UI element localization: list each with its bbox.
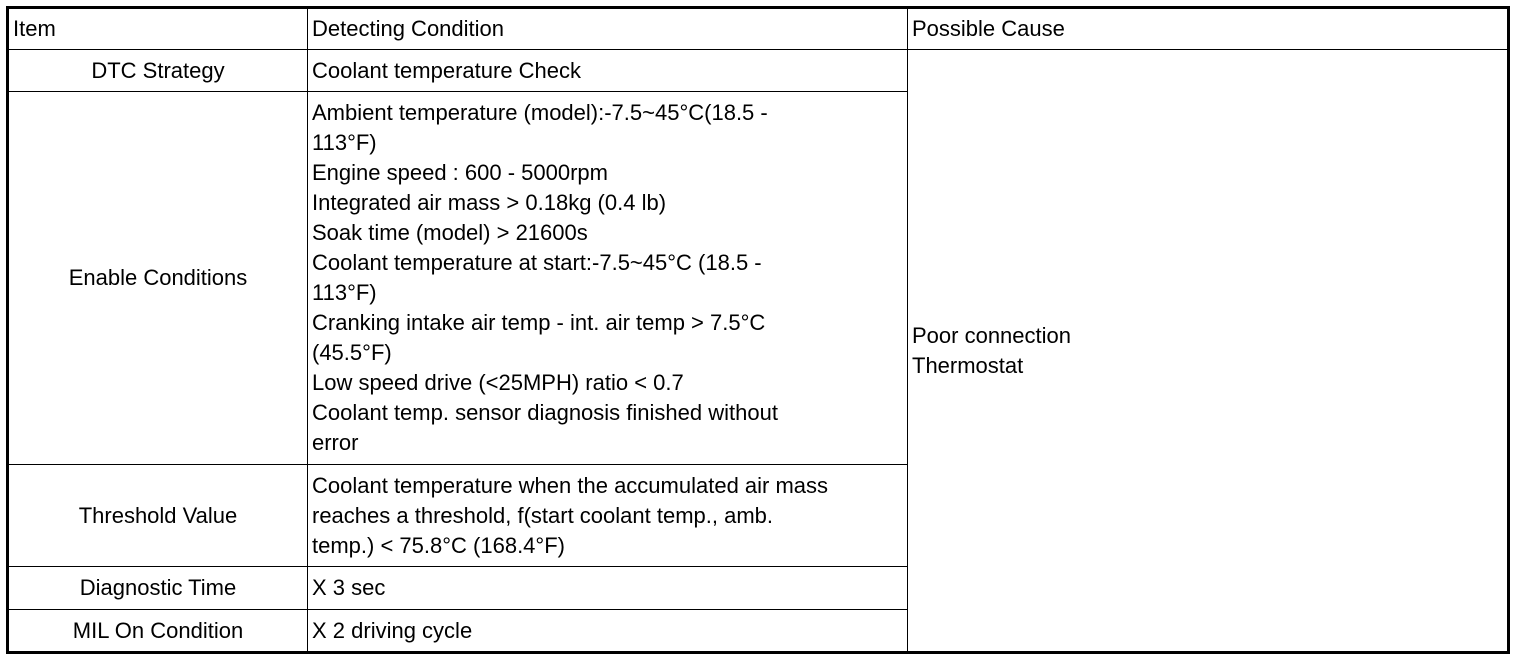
condition-line: 113°F)	[312, 130, 377, 155]
item-mil-on-condition: MIL On Condition	[8, 610, 308, 653]
condition-line: Coolant temperature Check	[312, 57, 582, 83]
condition-line: Low speed drive (<25MPH) ratio < 0.7	[312, 370, 684, 395]
condition-line: Coolant temperature when the accumulated air mass	[312, 472, 829, 498]
condition-line: Coolant temp. sensor diagnosis finished without	[312, 400, 778, 425]
item-enable-conditions: Enable Conditions	[8, 92, 308, 465]
condition-line: Ambient temperature (model):-7.5~45°C(18.5 -	[312, 100, 768, 125]
condition-line: X 3 sec	[312, 575, 386, 600]
condition-dtc-strategy	[308, 50, 908, 92]
possible-cause-cell	[908, 50, 1509, 653]
condition-line: 113°F)	[312, 280, 377, 305]
condition-line: Coolant temperature at start:-7.5~45°C (18.5 -	[312, 250, 762, 275]
table-body	[8, 50, 1509, 653]
table-row	[8, 50, 1509, 92]
header-row	[8, 8, 1509, 50]
item-threshold-value: Threshold Value	[8, 465, 308, 567]
possible-cause-line: Thermostat	[912, 352, 1024, 378]
header-item: Item	[8, 8, 308, 50]
condition-line: Cranking intake air temp - int. air temp > 7.5°C	[312, 310, 766, 335]
condition-threshold-value	[308, 465, 908, 567]
condition-line: X 2 driving cycle	[312, 617, 473, 643]
dtc-table	[6, 6, 1510, 654]
condition-mil-on-condition	[308, 610, 908, 653]
item-diagnostic-time: Diagnostic Time	[8, 567, 308, 610]
condition-line: error	[312, 430, 359, 455]
condition-line: Soak time (model) > 21600s	[312, 220, 588, 245]
condition-enable-conditions	[308, 92, 908, 465]
table-header	[8, 8, 1509, 50]
header-detecting-condition: Detecting Condition	[308, 8, 908, 50]
condition-line: temp.) < 75.8°C (168.4°F)	[312, 532, 565, 558]
item-dtc-strategy: DTC Strategy	[8, 50, 308, 92]
header-possible-cause: Possible Cause	[908, 8, 1509, 50]
condition-line: reaches a threshold, f(start coolant temp., amb.	[312, 502, 774, 528]
condition-line: Integrated air mass > 0.18kg (0.4 lb)	[312, 190, 667, 215]
condition-line: (45.5°F)	[312, 340, 392, 365]
condition-diagnostic-time	[308, 567, 908, 610]
condition-line: Engine speed : 600 - 5000rpm	[312, 160, 608, 185]
possible-cause-line: Poor connection	[912, 322, 1071, 348]
